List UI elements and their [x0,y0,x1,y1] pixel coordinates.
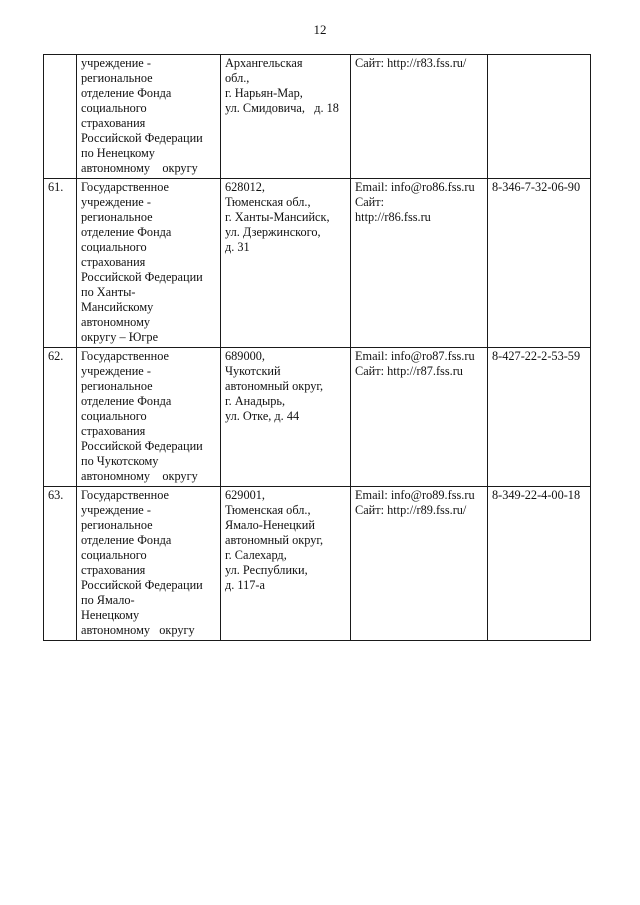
institution-name-line: Государственное [81,488,169,502]
address-line: Архангельская [225,56,303,70]
institution-name-line: Российской Федерации [81,270,203,284]
row-number: 62. [44,348,77,487]
address-line: Тюменская обл., [225,503,311,517]
institution-name-line: социального [81,240,147,254]
institution-name-line: Российской Федерации [81,439,203,453]
address-cell [221,348,351,487]
institution-name-line: Мансийскому [81,300,154,314]
phone-cell: 8-427-22-2-53-59 [488,348,591,487]
institution-name-line: учреждение - [81,364,151,378]
address-line: 689000, [225,349,265,363]
address-line: обл., [225,71,250,85]
institution-name-line: региональное [81,71,153,85]
contact-web-cell [351,179,488,348]
contact-web-line: Email: info@ro89.fss.ru [355,488,475,502]
address-cell [221,55,351,179]
row-number: 63. [44,487,77,641]
institution-name-line: отделение Фонда [81,225,172,239]
institution-name-line: учреждение - [81,503,151,517]
address-line: 629001, [225,488,265,502]
institution-name-line: социального [81,101,147,115]
contact-web-line: Email: info@ro86.fss.ru [355,180,475,194]
address-line: г. Салехард, [225,548,287,562]
fss-offices-table [43,54,591,641]
institution-name-line: по Ненецкому [81,146,155,160]
institution-name-line: Государственное [81,349,169,363]
institution-name-line: по Чукотскому [81,454,159,468]
institution-name-line: по Ямало- [81,593,135,607]
institution-name-line: автономному округу [81,469,198,483]
address-line: автономный округ, [225,379,324,393]
phone-cell [488,55,591,179]
page-number: 12 [313,22,327,37]
address-line: Чукотский [225,364,281,378]
table-body [44,55,591,641]
institution-name-line: автономному [81,315,151,329]
institution-name-line: автономному округу [81,623,195,637]
contact-web-line: Сайт: http://r87.fss.ru [355,364,463,378]
address-line: Ямало-Ненецкий [225,518,315,532]
institution-name-line: страхования [81,255,146,269]
institution-name-line: отделение Фонда [81,86,172,100]
institution-name-line: страхования [81,116,146,130]
address-line: Тюменская обл., [225,195,311,209]
institution-name-cell [77,348,221,487]
institution-name-line: Ненецкому [81,608,140,622]
institution-name-line: региональное [81,379,153,393]
address-line: ул. Смидовича, д. 18 [225,101,339,115]
institution-name-line: региональное [81,210,153,224]
address-line: д. 117-а [225,578,265,592]
phone-cell: 8-349-22-4-00-18 [488,487,591,641]
institution-name-line: округу – Югре [81,330,159,344]
address-line: ул. Дзержинского, [225,225,321,239]
institution-name-line: отделение Фонда [81,533,172,547]
institution-name-line: учреждение - [81,56,151,70]
address-cell [221,179,351,348]
institution-name-line: страхования [81,563,146,577]
contact-web-line: Email: info@ro87.fss.ru [355,349,475,363]
institution-name-cell [77,487,221,641]
contact-web-line: Сайт: http://r89.fss.ru/ [355,503,467,517]
row-number: 61. [44,179,77,348]
address-line: 628012, [225,180,265,194]
address-cell [221,487,351,641]
address-line: г. Анадырь, [225,394,286,408]
institution-name-line: учреждение - [81,195,151,209]
contact-web-line: Сайт: http://r83.fss.ru/ [355,56,467,70]
contact-web-cell [351,348,488,487]
address-line: д. 31 [225,240,250,254]
address-line: ул. Республики, [225,563,308,577]
institution-name-line: Российской Федерации [81,131,203,145]
address-line: автономный округ, [225,533,324,547]
address-line: г. Ханты-Мансийск, [225,210,330,224]
row-number [44,55,77,179]
phone-cell: 8-346-7-32-06-90 [488,179,591,348]
contact-web-cell [351,55,488,179]
contact-web-cell [351,487,488,641]
table-row [44,487,591,641]
institution-name-cell [77,55,221,179]
institution-name-line: Государственное [81,180,169,194]
institution-name-line: по Ханты- [81,285,136,299]
table-row [44,55,591,179]
contact-web-line: Сайт: [355,195,385,209]
institution-name-line: автономному округу [81,161,198,175]
institution-name-line: социального [81,409,147,423]
address-line: ул. Отке, д. 44 [225,409,300,423]
address-line: г. Нарьян-Мар, [225,86,303,100]
table-row [44,179,591,348]
institution-name-cell [77,179,221,348]
contact-web-line: http://r86.fss.ru [355,210,431,224]
institution-name-line: социального [81,548,147,562]
institution-name-line: региональное [81,518,153,532]
table-row [44,348,591,487]
institution-name-line: Российской Федерации [81,578,203,592]
institution-name-line: отделение Фонда [81,394,172,408]
institution-name-line: страхования [81,424,146,438]
